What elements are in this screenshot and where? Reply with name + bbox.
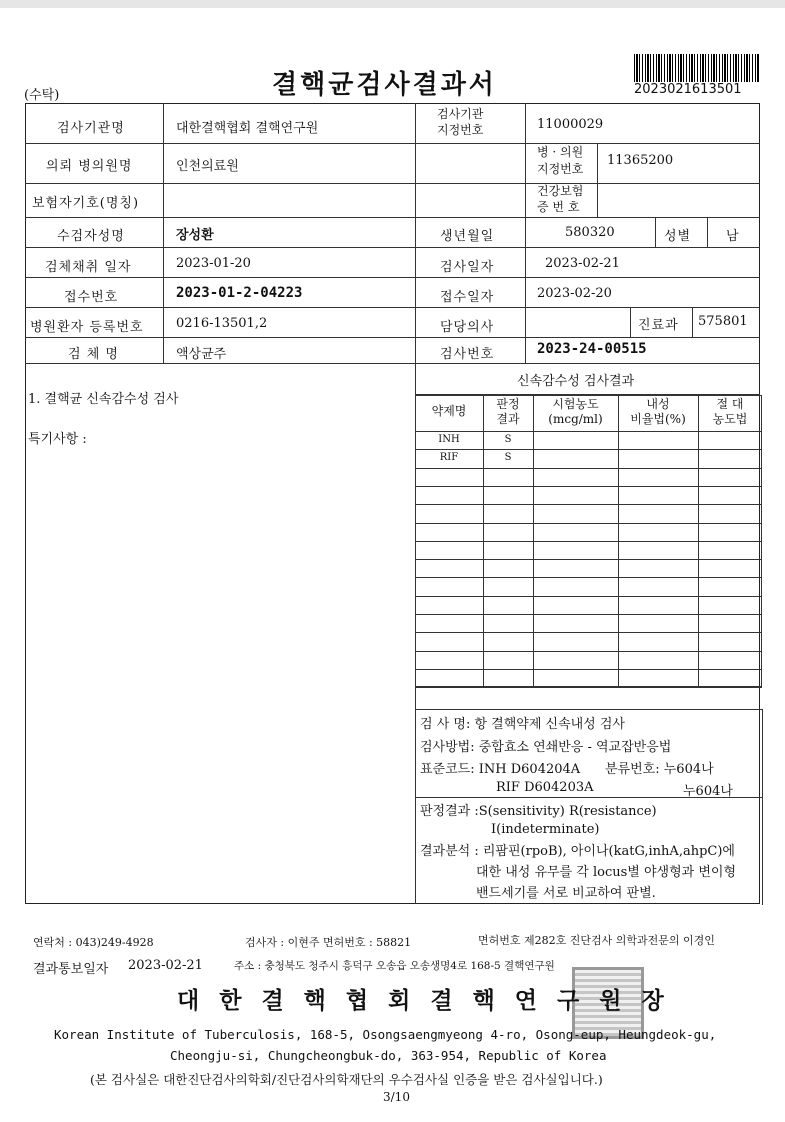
- column-header-line-1: 시험농도: [552, 397, 599, 411]
- department-label: 진료과: [638, 318, 679, 333]
- document-title: 결핵균검사결과서: [272, 70, 497, 100]
- column-header: [618, 397, 698, 427]
- method-test-name: 검 사 명: 항 결핵약제 신속내성 검사: [420, 717, 625, 732]
- notice-date-value: 2023-02-21: [128, 958, 203, 973]
- address: 주소 : 충청북도 청주시 흥덕구 오송읍 오송생명4로 168-5 결핵연구원: [234, 960, 555, 972]
- page-number: 3/10: [383, 1090, 410, 1104]
- doctor-label: 담당의사: [440, 320, 495, 335]
- collection-date-label: 검체채취 일자: [45, 260, 132, 275]
- issuer-title: 대 한 결 핵 협 회 결 핵 연 구 원 장: [177, 988, 670, 1014]
- column-header-line-2: 결과: [496, 412, 520, 426]
- patient-name-value: 장성환: [176, 228, 214, 243]
- remarks-label: 특기사항 :: [28, 432, 87, 447]
- column-header-line-2: 농도법: [712, 412, 748, 426]
- hospital-label: 의뢰 병의원명: [46, 159, 133, 174]
- row-divider: [415, 523, 762, 524]
- test-date-label: 검사일자: [440, 260, 495, 275]
- hospital-number-label-1: 병 · 의원: [537, 145, 584, 159]
- receipt-date-label: 접수일자: [440, 290, 495, 305]
- barcode-number: 2023021613501: [634, 82, 742, 97]
- top-bar: [0, 0, 785, 8]
- insurance-number-label-1: 건강보험: [537, 184, 584, 198]
- hospital-number-label-2: 지정번호: [537, 162, 584, 176]
- hospital-number-value: 11365200: [607, 153, 674, 168]
- row-divider: [415, 596, 762, 597]
- column-header: [415, 397, 483, 419]
- receipt-number-label: 접수번호: [64, 290, 119, 305]
- table-cell-result: S: [504, 434, 512, 445]
- insurance-number-label-2: 증 번 호: [537, 200, 580, 214]
- row-divider: [415, 632, 762, 633]
- method-procedure: 검사방법: 중합효소 연쇄반응 - 역교잡반응법: [420, 740, 672, 755]
- row-divider: [415, 468, 762, 469]
- susceptibility-table: [415, 395, 762, 687]
- test-number-label: 검사번호: [440, 347, 495, 362]
- department-value: 575801: [698, 314, 748, 329]
- analysis-line-2: 대한 내성 유무를 각 locus별 야생형과 변이형: [476, 865, 737, 880]
- analysis-line-3: 밴드세기를 서로 비교하여 판별.: [476, 886, 656, 901]
- registration-value: 0216-13501,2: [176, 316, 268, 331]
- hospital-value: 인천의료원: [176, 159, 239, 174]
- method-code-rif: RIF D604203A: [496, 780, 594, 795]
- interpretation-line-1: 판정결과 :S(sensitivity) R(resistance): [420, 804, 657, 819]
- institution-number-value: 11000029: [537, 117, 604, 132]
- notice-date-label: 결과통보일자: [33, 962, 109, 977]
- license-info: 면허번호 제282호 진단검사 의학과전문의 이경인: [478, 934, 715, 947]
- row-divider: [415, 541, 762, 542]
- specimen-label: 검 체 명: [68, 347, 119, 362]
- row-divider: [415, 614, 762, 615]
- column-header-line-1: 판정: [496, 397, 520, 411]
- test-date-value: 2023-02-21: [545, 256, 620, 271]
- column-header-line-2: (mcg/ml): [548, 412, 603, 426]
- registration-label: 병원환자 등록번호: [30, 320, 144, 335]
- sex-label: 성별: [664, 229, 692, 244]
- row-divider: [415, 577, 762, 578]
- test-number-value: 2023-24-00515: [537, 341, 647, 357]
- institution-label: 검사기관명: [57, 121, 125, 136]
- institution-number-label-2: 지정번호: [437, 123, 484, 137]
- row-divider: [415, 669, 762, 670]
- method-class-inh: 분류번호: 누604나: [605, 762, 714, 777]
- receipt-date-value: 2023-02-20: [537, 286, 612, 301]
- column-header-line-1: 약제명: [431, 404, 467, 418]
- row-divider: [415, 431, 762, 432]
- institution-value: 대한결핵협회 결핵연구원: [176, 121, 319, 136]
- contact-info: 연락처 : 043)249-4928: [33, 936, 154, 949]
- method-code-inh: 표준코드: INH D604204A: [420, 762, 581, 777]
- tester-info: 검사자 : 이현주 면허번호 : 58821: [245, 936, 412, 949]
- consignment-label: (수탁): [24, 88, 60, 103]
- row-divider: [415, 504, 762, 505]
- table-cell-drug: RIF: [439, 452, 459, 464]
- table-cell-result: S: [504, 452, 512, 464]
- results-title: 신속감수성 검사결과: [517, 374, 635, 389]
- english-address-line-1: Korean Institute of Tuberculosis, 168-5, Osongsaengmyeong 4-ro, Osong-eup, Heungdeok-gu,: [54, 1027, 717, 1042]
- dob-label: 생년월일: [440, 229, 495, 244]
- dob-value: 580320: [565, 225, 615, 240]
- institution-number-label-1: 검사기관: [437, 107, 484, 121]
- collection-date-value: 2023-01-20: [176, 256, 251, 271]
- row-divider: [415, 651, 762, 652]
- insurer-label: 보험자기호(명칭): [32, 196, 140, 211]
- column-header: [483, 397, 533, 427]
- method-class-rif: 누604나: [683, 784, 733, 799]
- sex-value: 남: [726, 229, 739, 244]
- analysis-line-1: 결과분석 : 리팜핀(rpoB), 아이나(katG,inhA,ahpC)에: [420, 844, 735, 859]
- column-header-line-1: 내성: [646, 397, 670, 411]
- test-name: 1. 결핵균 신속감수성 검사: [28, 392, 179, 407]
- table-cell-drug: INH: [438, 434, 460, 445]
- barcode-image: [634, 54, 760, 82]
- column-header: [698, 397, 762, 427]
- interpretation-line-2: I(indeterminate): [491, 822, 600, 837]
- column-header-line-1: 절 대: [716, 397, 744, 411]
- column-header-line-2: 비율법(%): [630, 412, 686, 426]
- row-divider: [415, 449, 762, 450]
- row-divider: [415, 559, 762, 560]
- certification-notice: (본 검사실은 대한진단검사의학회/진단검사의학재단의 우수검사실 인증을 받은 검사실입니다.): [90, 1072, 603, 1087]
- specimen-value: 액상균주: [176, 347, 227, 362]
- row-divider: [415, 687, 762, 688]
- receipt-number-value: 2023-01-2-04223: [176, 285, 303, 301]
- english-address-line-2: Cheongju-si, Chungcheongbuk-do, 363-954, Republic of Korea: [170, 1048, 607, 1063]
- patient-name-label: 수검자성명: [57, 229, 125, 244]
- row-divider: [415, 486, 762, 487]
- column-header: [533, 397, 618, 427]
